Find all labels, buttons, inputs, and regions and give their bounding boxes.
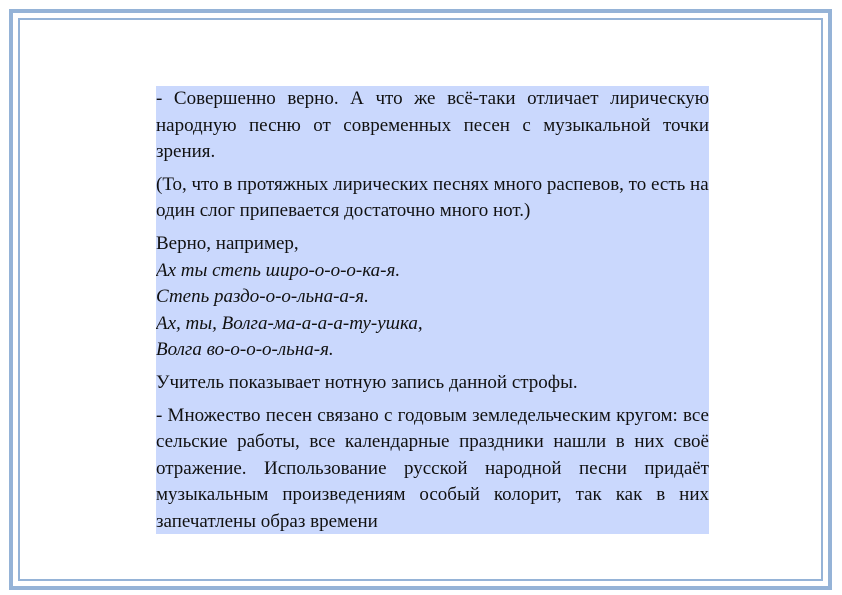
verse-line: Волга во-о-о-о-льна-я. — [156, 339, 334, 361]
paragraph-question: - Совершенно верно. А что же всё-таки отличает лирическую народную песню от современных песен с музыкальной точки зрения. — [156, 88, 709, 163]
paragraph-folk-songs: - Множество песен связано с годовым земледельческим кругом: все сельские работы, все календарные праздники нашли в них своё отражение. Использование русской народной песни придаёт музыкальным произведениям особый колорит, так как в них запечатлены образ времени — [156, 404, 709, 532]
paragraph-answer: (То, что в протяжных лирических песнях много распевов, то есть на один слог припевается достаточно много нот.) — [156, 173, 709, 222]
verse-block — [156, 258, 709, 364]
verse-line: Ах, ты, Волга-ма-а-а-а-ту-ушка, — [156, 312, 423, 334]
verse-line: Ах ты степь широ-о-о-о-ка-я. — [156, 259, 401, 281]
paragraph-example-intro: Верно, например, — [156, 232, 299, 254]
paragraph-teacher-note: Учитель показывает нотную запись данной строфы. — [156, 371, 578, 393]
text-block — [156, 86, 709, 534]
verse-line: Степь раздо-о-о-льна-а-я. — [156, 286, 369, 308]
